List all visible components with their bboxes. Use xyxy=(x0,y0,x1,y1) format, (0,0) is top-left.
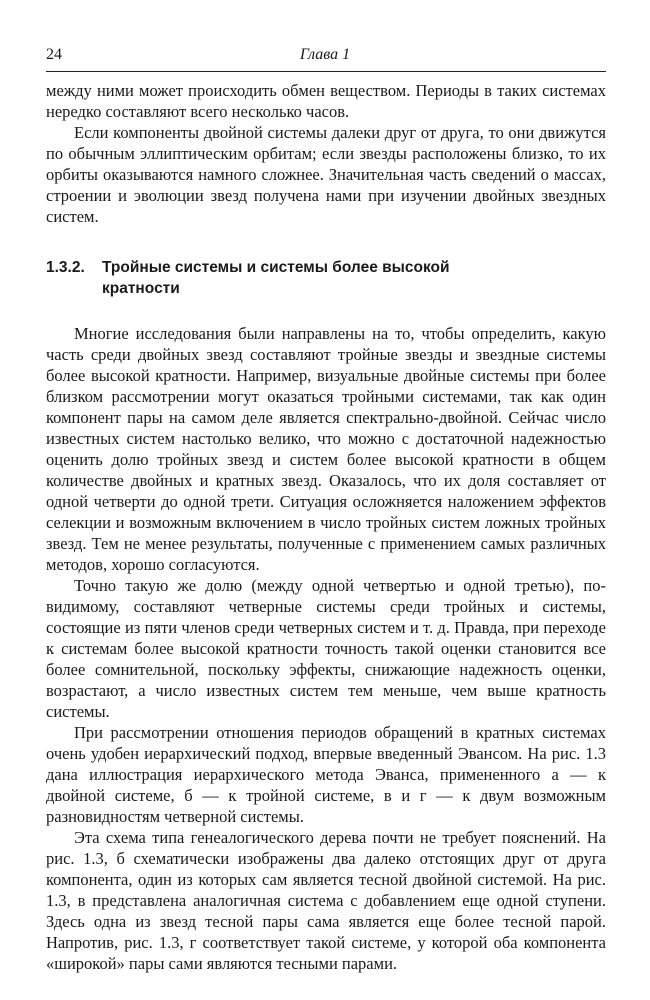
paragraph: Многие исследования были направлены на то, чтобы определить, какую часть среди двойных звезд составляют тройные звезды и звездные системы более высокой кратности. Например, визуальные двойные системы при более близком рассмотрении могут оказаться тройными системами, так как один компонент пары на самом деле является спектрально-двойной. Сейчас число известных систем настолько велико, что можно с достаточной надежностью оценить долю тройных звезд и систем более высокой кратности в общем количестве двойных и кратных звезд. Оказалось, что их доля составляет от одной четверти до одной трети. Ситуация осложняется наложением эффектов селекции и возможным включением в число тройных систем ложных тройных звезд. Тем не менее результаты, полученные с применением самых различных методов, хорошо согласуются. xyxy=(46,324,606,574)
section-title-line2: кратности xyxy=(102,280,180,297)
paragraph: Точно такую же долю (между одной четвертью и одной третью), по-видимому, составляют четверные системы среди тройных и системы, состоящие из пяти членов среди четверных систем и т. д. Правда, при переходе к системам более высокой кратности точность такой оценки становится все более сомнительной, поскольку эффекты, снижающие надежность оценки, возрастают, а число известных систем тем меньше, чем выше кратность системы. xyxy=(46,576,606,721)
header-rule xyxy=(46,71,606,72)
section-number: 1.3.2. xyxy=(46,259,85,276)
paragraph: Если компоненты двойной системы далеки друг от друга, то они движутся по обычным эллиптическим орбитам; если звезды расположены близко, то их орбиты оказываются намного сложнее. Значительная часть сведений о массах, строении и эволюции звезд получена нами при изучении двойных звездных систем. xyxy=(46,123,606,226)
page-body xyxy=(46,80,606,974)
page-header xyxy=(46,46,604,70)
paragraph-continued: между ними может происходить обмен веществом. Периоды в таких системах нередко составляют всего несколько часов. xyxy=(46,81,606,121)
page-number: 24 xyxy=(46,46,62,63)
section-title-line1: Тройные системы и системы более высокой xyxy=(102,259,450,276)
paragraph: При рассмотрении отношения периодов обращений в кратных системах очень удобен иерархический подход, впервые введенный Эвансом. На рис. 1.3 дана иллюстрация иерархического метода Эванса, примененного а — к двойной системе, б — к тройной системе, в и г — к двум возможным разновидностям четверной системы. xyxy=(46,723,606,826)
paragraph: Эта схема типа генеалогического дерева почти не требует пояснений. На рис. 1.3, б схематически изображены два далеко отстоящих друг от друга компонента, один из которых сам является тесной двойной системой. На рис. 1.3, в представлена аналогичная система с добавлением еще одной ступени. Здесь одна из звезд тесной пары сама является еще более тесной парой. Напротив, рис. 1.3, г соответствует такой системе, у которой оба компонента «широкой» пары сами являются тесными парами. xyxy=(46,828,606,973)
section-heading xyxy=(46,257,606,299)
running-head: Глава 1 xyxy=(299,46,351,63)
